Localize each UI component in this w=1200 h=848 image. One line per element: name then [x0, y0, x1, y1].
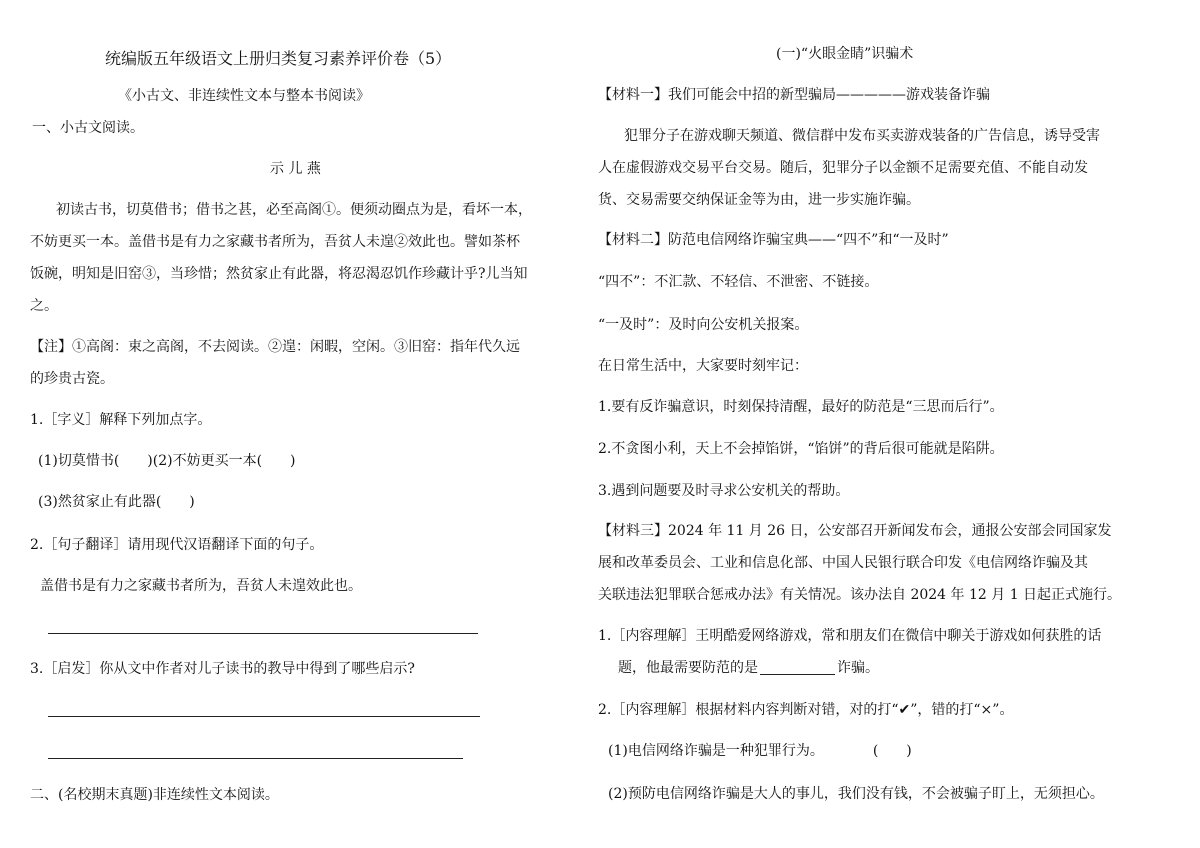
- material-2-list-item: 1.要有反诈骗意识，时刻保持清醒，最好的防范是“三思而后行”。: [598, 399, 1004, 415]
- section-2-heading: 二、(名校期末真题)非连续性文本阅读。: [30, 787, 279, 803]
- question-r2-item: (1)电信网络诈骗是一种犯罪行为。 ( ): [608, 743, 912, 759]
- material-1-line: 犯罪分子在游戏聊天频道、微信群中发布买卖游戏装备的广告信息，诱导受害: [624, 128, 1100, 144]
- material-2-list-item: 3.遇到问题要及时寻求公安机关的帮助。: [598, 483, 850, 499]
- note-line: 【注】①高阁：束之高阁，不去阅读。②遑：闲暇，空闲。③旧窑：指年代久远: [30, 339, 520, 355]
- question-r1: 1.［内容理解］王明酷爱网络游戏，常和朋友们在微信中聊关于游戏如何获胜的话: [598, 628, 1102, 644]
- question-1-item: (1)切莫惜书( )(2)不妨更买一本( ): [38, 453, 296, 469]
- passage-line: 初读古书，切莫借书；借书之甚，必至高阁①。便须动圈点为是，看坏一本，: [56, 202, 532, 218]
- question-1: 1.［字义］解释下列加点字。: [30, 412, 212, 428]
- material-3-line: 关联违法犯罪联合惩戒办法》有关情况。该办法自 2024 年 12 月 1 日起正式施行。: [598, 587, 1122, 603]
- material-3-line: 【材料三】2024 年 11 月 26 日，公安部召开新闻发布会，通报公安部会同国家发: [598, 523, 1112, 539]
- question-2-sentence: 盖借书是有力之家藏书者所为，吾贫人未遑效此也。: [40, 578, 362, 594]
- passage-line: 不妨更买一本。盖借书是有力之家藏书者所为，吾贫人未遑②效此也。譬如茶杯: [30, 234, 520, 250]
- question-r2: 2.［内容理解］根据材料内容判断对错，对的打“✔”，错的打“×”。: [598, 702, 1014, 718]
- passage-line: 饭碗，明知是旧窑③，当珍惜；然贫家止有此器，将忍渴忍饥作珍藏计乎?儿当知: [30, 266, 528, 282]
- question-1-item: (3)然贫家止有此器( ): [38, 494, 195, 510]
- material-2-intro: 在日常生活中，大家要时刻牢记：: [598, 358, 808, 374]
- answer-line[interactable]: [48, 758, 463, 759]
- question-r1-cont: [618, 658, 879, 678]
- material-1-title: 【材料一】我们可能会中招的新型骗局—————游戏装备诈骗: [598, 87, 990, 103]
- answer-blank[interactable]: [760, 658, 835, 675]
- question-r1-post: 诈骗。: [837, 660, 879, 676]
- material-2-sibu: “四不”：不汇款、不轻信、不泄密、不链接。: [598, 274, 879, 290]
- note-line: 的珍贵古瓷。: [30, 371, 114, 387]
- question-r1-pre: 题，他最需要防范的是: [618, 660, 758, 676]
- question-3: 3.［启发］你从文中作者对儿子读书的教导中得到了哪些启示?: [30, 661, 415, 677]
- exam-title: 统编版五年级语文上册归类复习素养评价卷（5）: [105, 49, 452, 68]
- question-r2-item: (2)预防电信网络诈骗是大人的事儿，我们没有钱，不会被骗子盯上，无须担心。: [608, 786, 1104, 802]
- exam-subtitle: 《小古文、非连续性文本与整本书阅读》: [118, 88, 370, 104]
- material-2-yijishi: “一及时”：及时向公安机关报案。: [598, 317, 809, 333]
- material-2-list-item: 2.不贪图小利，天上不会掉馅饼，“馅饼”的背后很可能就是陷阱。: [598, 441, 1004, 457]
- material-1-line: 货、交易需要交纳保证金等为由，进一步实施诈骗。: [598, 192, 920, 208]
- section-1-heading: 一、小古文阅读。: [32, 120, 144, 136]
- subsection-heading: (一)“火眼金睛”识骗术: [776, 46, 914, 62]
- passage-title: 示 儿 燕: [270, 161, 321, 177]
- material-1-line: 人在虚假游戏交易平台交易。随后，犯罪分子以金额不足需要充值、不能自动发: [598, 160, 1088, 176]
- material-3-line: 展和改革委员会、工业和信息化部、中国人民银行联合印发《电信网络诈骗及其: [598, 555, 1088, 571]
- answer-line[interactable]: [48, 633, 478, 634]
- question-2: 2.［句子翻译］请用现代汉语翻译下面的句子。: [30, 537, 324, 553]
- material-2-title: 【材料二】防范电信网络诈骗宝典——“四不”和“一及时”: [598, 232, 949, 248]
- answer-line[interactable]: [48, 716, 480, 717]
- passage-line: 之。: [30, 298, 58, 314]
